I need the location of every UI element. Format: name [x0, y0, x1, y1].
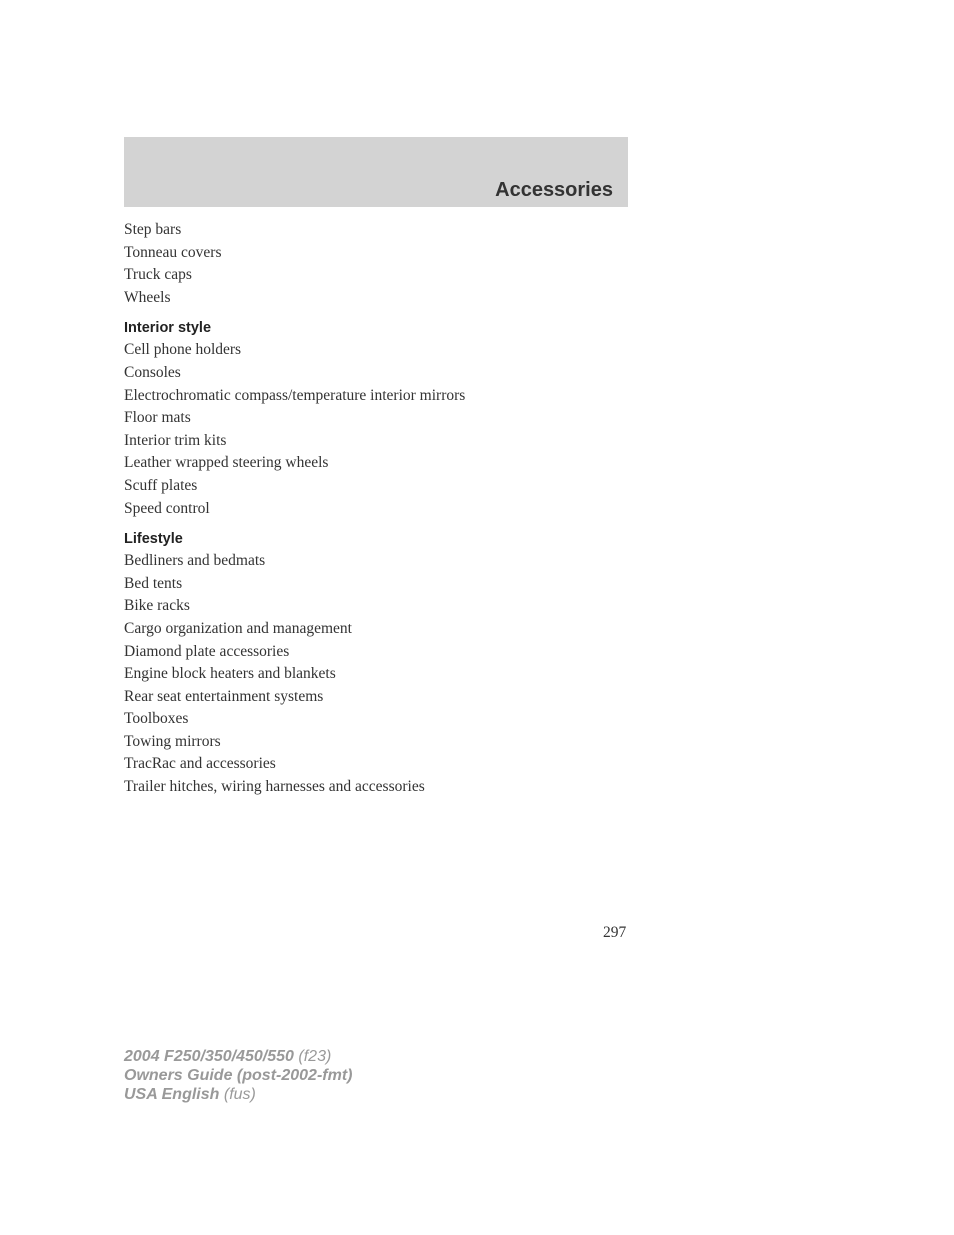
list-item: Bedliners and bedmats — [124, 552, 266, 570]
list-item: Tonneau covers — [124, 243, 222, 261]
list-item: Electrochromatic compass/temperature interior mirrors — [124, 386, 466, 404]
section-interior-style — [124, 317, 628, 520]
list-item: Trailer hitches, wiring harnesses and accessories — [124, 778, 425, 796]
section-lifestyle — [124, 528, 628, 799]
list-item: Step bars — [124, 221, 182, 238]
list-item: Truck caps — [124, 266, 192, 284]
footer-model: 2004 F250/350/450/550 — [124, 1048, 294, 1065]
footer-line-guide — [124, 1066, 352, 1085]
list-item: Bike racks — [124, 597, 190, 615]
section-heading: Interior style — [124, 320, 212, 337]
section-exterior — [124, 219, 628, 309]
footer-line-language — [124, 1085, 352, 1104]
list-item: Floor mats — [124, 409, 191, 427]
list-item: Cargo organization and management — [124, 619, 352, 637]
section-heading: Lifestyle — [124, 531, 183, 548]
section-title: Accessories — [495, 179, 613, 201]
list-item: Scuff plates — [124, 476, 198, 494]
list-item: Towing mirrors — [124, 732, 221, 750]
list-item: Engine block heaters and blankets — [124, 665, 336, 683]
accessory-list — [124, 219, 628, 799]
footer-language-code: (fus) — [223, 1086, 256, 1103]
list-item: TracRac and accessories — [124, 755, 276, 773]
list-item: Bed tents — [124, 574, 183, 592]
list-item: Interior trim kits — [124, 431, 227, 449]
list-item: Cell phone holders — [124, 341, 242, 359]
list-item: Wheels — [124, 288, 171, 306]
document-footer — [124, 1047, 352, 1104]
list-item: Consoles — [124, 363, 181, 381]
footer-language: USA English — [124, 1086, 220, 1103]
list-item: Speed control — [124, 499, 210, 517]
footer-model-code: (f23) — [298, 1048, 332, 1065]
section-header-bar — [124, 137, 628, 207]
list-item: Leather wrapped steering wheels — [124, 454, 329, 472]
footer-guide: Owners Guide (post-2002-fmt) — [124, 1067, 353, 1084]
list-item: Diamond plate accessories — [124, 642, 290, 660]
list-item: Rear seat entertainment systems — [124, 687, 324, 705]
list-item: Toolboxes — [124, 710, 189, 728]
footer-line-model — [124, 1047, 352, 1066]
page-number: 297 — [603, 924, 627, 941]
